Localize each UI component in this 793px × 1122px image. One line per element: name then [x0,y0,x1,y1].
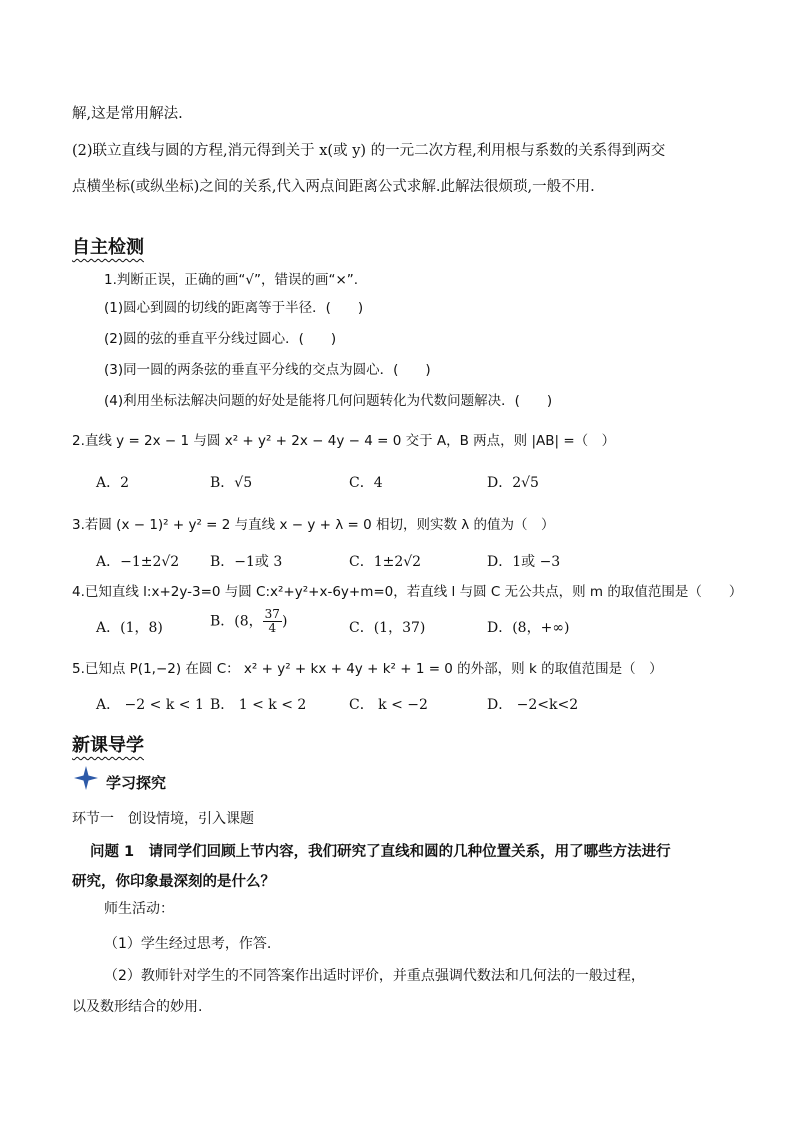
question-4-option-c: C．(1，37) [349,620,426,636]
question-1-stem: 1.判断正误，正确的画“√”，错误的画“×”. [104,272,359,288]
question-2-option-a: A．2 [96,475,130,491]
question-1-prompt-line-2: 研究，你印象最深刻的是什么？ [72,874,275,890]
question-2-option-d: D．2√5 [487,475,539,491]
question-3-option-b: B．−1或 3 [210,554,283,570]
fraction [263,608,282,635]
question-3-option-a: A．−1±2√2 [96,554,180,570]
question-2-option-c: C．4 [349,475,383,491]
section-heading-self-check: 自主检测 [72,237,144,258]
question-3-option-c: C．1±2√2 [349,554,422,570]
four-point-star-icon [72,764,100,792]
activity-item-2-line-2: 以及数形结合的妙用. [72,999,203,1015]
teacher-student-activity-label: 师生活动： [104,901,174,917]
question-1-item-1: (1)圆心到圆的切线的距离等于半径．( ) [104,300,364,316]
question-1-item-3: (3)同一圆的两条弦的垂直平分线的交点为圆心．( ) [104,362,431,378]
question-5-option-b: B． 1 < k < 2 [210,697,307,713]
question-2-stem: 2.直线 y = 2x − 1 与圆 x² + y² + 2x − 4y − 4 = 0 交于 A，B 两点，则 |AB| =（ ） [72,433,616,449]
question-3-option-d: D．1或 −3 [487,554,561,570]
activity-item-1: （1）学生经过思考，作答. [104,936,272,952]
fraction-denominator: 4 [268,621,277,635]
question-5-stem: 5.已知点 P(1,−2) 在圆 C： x² + y² + kx + 4y + k² + 1 = 0 的外部，则 k 的取值范围是（ ） [72,661,663,677]
question-1-item-4: (4)利用坐标法解决问题的好处是能将几何问题转化为代数问题解决．( ) [104,393,553,409]
question-5-option-a: A． −2 < k < 1 [96,697,204,713]
question-4-option-d: D．(8，+∞) [487,620,570,636]
section-heading-new-lesson: 新课导学 [72,735,144,756]
question-4-option-b [210,608,287,635]
question-4-stem: 4.已知直线 l:x+2y-3=0 与圆 C:x²+y²+x-6y+m=0，若直线 l 与圆 C 无公共点，则 m 的取值范围是（ ） [72,584,743,600]
question-1-prompt-line-1: 问题 1 请同学们回顾上节内容，我们研究了直线和圆的几种位置关系，用了哪些方法进行 [90,844,671,860]
question-2-option-b: B．√5 [210,475,253,491]
question-4-option-a: A．(1，8) [96,620,163,636]
intro-line-1: 解,这是常用解法. [72,106,183,122]
intro-line-2: (2)联立直线与圆的方程,消元得到关于 x(或 y) 的一元二次方程,利用根与系数的关系得到两交 [72,143,666,159]
question-3-stem: 3.若圆 (x − 1)² + y² = 2 与直线 x − y + λ = 0 相切，则实数 λ 的值为（ ） [72,517,555,533]
question-1-item-2: (2)圆的弦的垂直平分线过圆心．( ) [104,331,337,347]
question-4-option-b-suffix: ) [281,613,288,630]
intro-line-3: 点横坐标(或纵坐标)之间的关系,代入两点间距离公式求解.此解法很烦琐,一般不用. [72,179,595,195]
fraction-numerator: 37 [264,607,280,621]
question-4-option-b-prefix: B．(8， [210,613,263,630]
activity-item-2-line-1: （2）教师针对学生的不同答案作出适时评价，并重点强调代数法和几何法的一般过程， [104,968,645,984]
segment-label: 环节一 创设情境，引入课题 [72,811,254,827]
question-5-option-d: D． −2<k<2 [487,697,579,713]
study-explore-title: 学习探究 [106,774,167,792]
question-5-option-c: C． k < −2 [349,697,428,713]
